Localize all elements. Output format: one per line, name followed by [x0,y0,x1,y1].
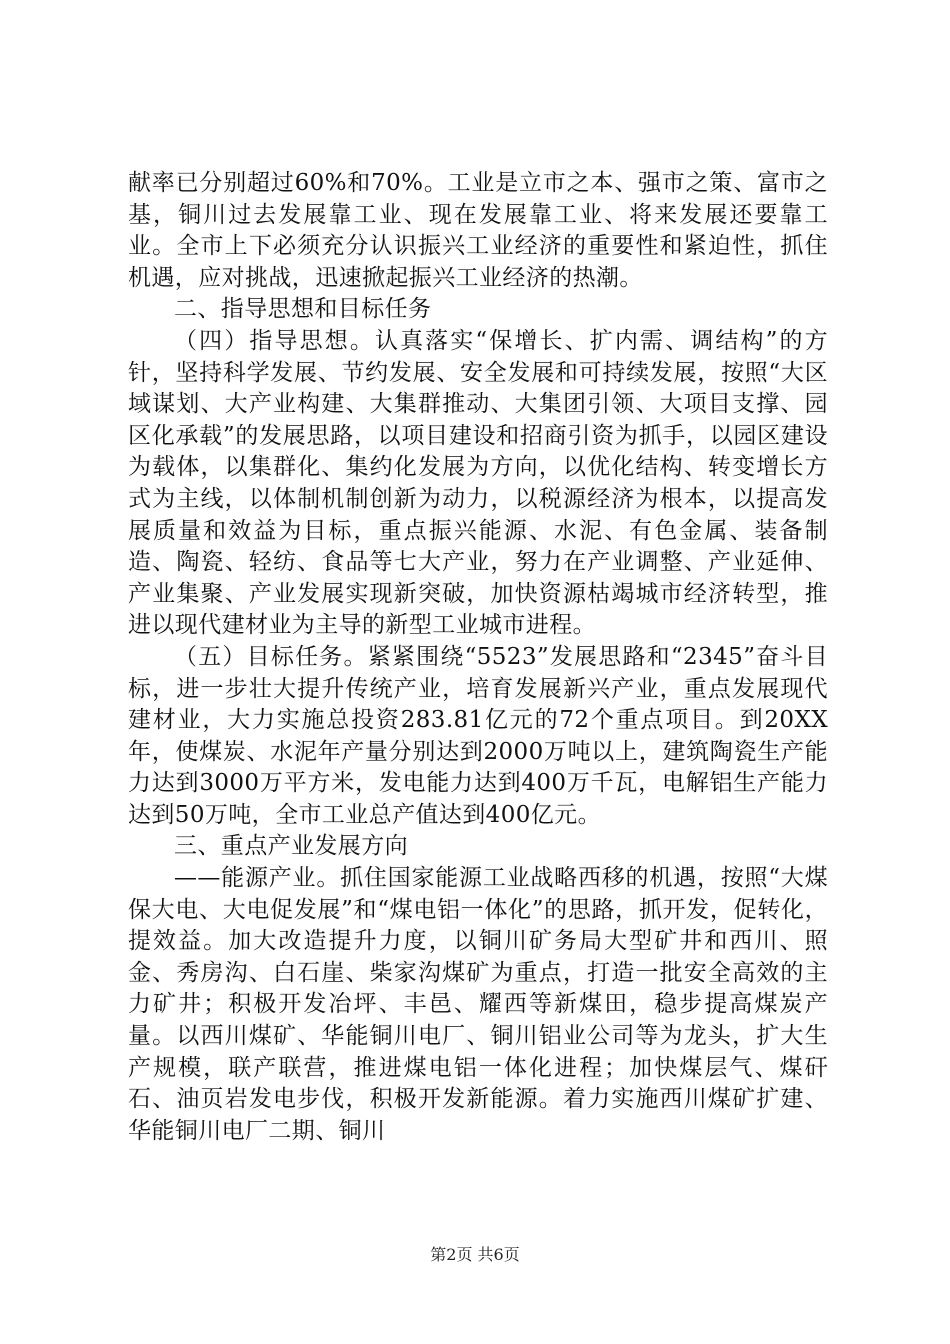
section-heading-key-industries: 三、重点产业发展方向 [174,833,408,860]
section-heading-guiding-ideology: 二、指导思想和目标任务 [174,296,432,323]
paragraph-guiding-ideology: （四）指导思想。认真落实“保增长、扩内需、调结构”的方针，坚持科学发展、节约发展、安全发展和可持续发展，按照“大区域谋划、大产业构建、大集群推动、大集团引领、大项目支撑、园区化承载”的发展思路，以项目建设和招商引资为抓手，以园区建设为载体，以集群化、集约化发展为方向，以优化结构、转变增长方式为主线，以体制机制创新为动力，以税源经济为根本，以提高发展质量和效益为目标，重点振兴能源、水泥、有色金属、装备制造、陶瓷、轻纺、食品等七大产业，努力在产业调整、产业延伸、产业集聚、产业发展实现新突破，加快资源枯竭城市经济转型，推进以现代建材业为主导的新型工业城市进程。 [128,327,828,639]
page-footer: 第2页 共6页 [430,1245,520,1264]
paragraph-target-tasks: （五）目标任务。紧紧围绕“5523”发展思路和“2345”奋斗目标，进一步壮大提升传统产业，培育发展新兴产业，重点发展现代建材业，大力实施总投资283.81亿元的72个重点项目。到20XX年，使煤炭、水泥年产量分别达到2000万吨以上，建筑陶瓷生产能力达到3000万平方米，发电能力达到400万千瓦，电解铝生产能力达到50万吨，全市工业总产值达到400亿元。 [128,643,828,828]
paragraph-energy-industry: ——能源产业。抓住国家能源工业战略西移的机遇，按照“大煤保大电、大电促发展”和“煤电铝一体化”的思路，抓开发，促转化，提效益。加大改造提升力度，以铜川矿务局大型矿井和西川、照金、秀房沟、白石崖、柴家沟煤矿为重点，打造一批安全高效的主力矿井；积极开发冶坪、丰邑、耀西等新煤田，稳步提高煤炭产量。以西川煤矿、华能铜川电厂、铜川铝业公司等为龙头，扩大生产规模，联产联营，推进煤电铝一体化进程；加快煤层气、煤矸石、油页岩发电步伐，积极开发新能源。着力实施西川煤矿扩建、华能铜川电厂二期、铜川 [128,865,828,1144]
paragraph-contribution-rate: 献率已分别超过60%和70%。工业是立市之本、强市之策、富市之基，铜川过去发展靠工业、现在发展靠工业、将来发展还要靠工业。全市上下必须充分认识振兴工业经济的重要性和紧迫性，抓住机遇，应对挑战，迅速掀起振兴工业经济的热潮。 [128,170,828,291]
document-body [128,168,828,1147]
